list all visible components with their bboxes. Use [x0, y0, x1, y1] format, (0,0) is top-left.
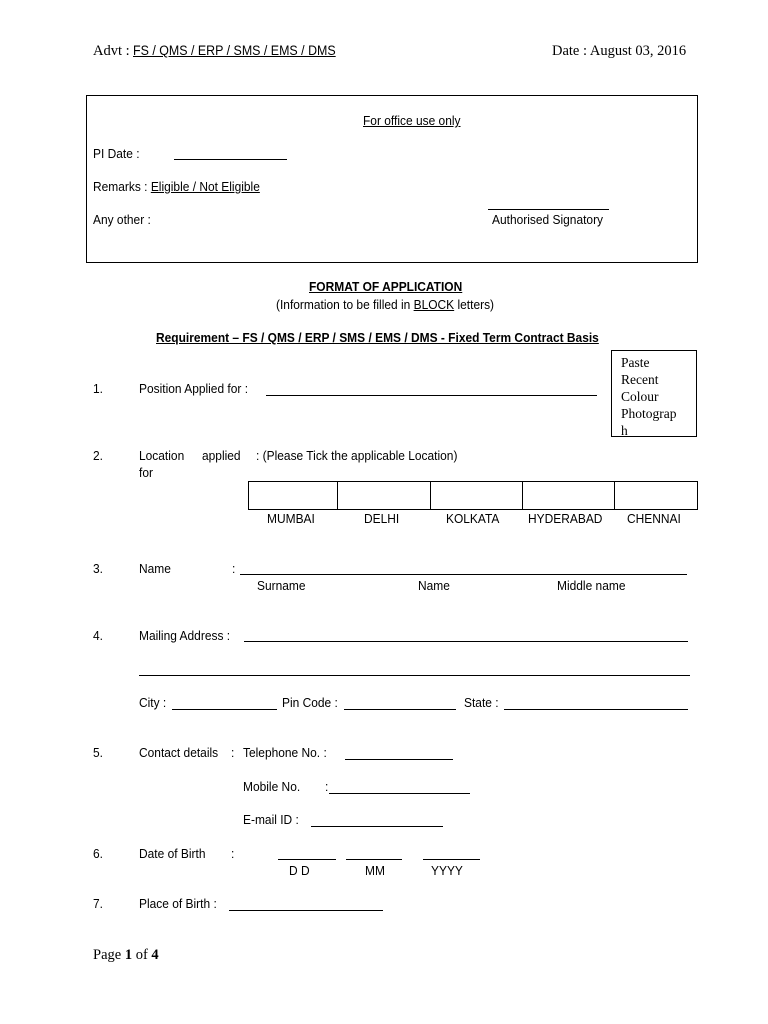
format-title: FORMAT OF APPLICATION: [309, 279, 463, 294]
pin-code-input-line[interactable]: [344, 709, 456, 710]
office-use-title: For office use only: [363, 113, 461, 128]
photo-line: Colour: [621, 389, 659, 404]
position-label: Position Applied for :: [139, 381, 249, 396]
advt-value: FS / QMS / ERP / SMS / EMS / DMS: [133, 43, 336, 58]
place-of-birth-label: Place of Birth :: [139, 896, 217, 911]
dob-colon: :: [231, 846, 235, 861]
location-label-chennai: CHENNAI: [627, 511, 681, 526]
field-2-number: 2.: [93, 448, 103, 463]
mobile-colon: :: [325, 779, 329, 794]
authorised-signatory: Authorised Signatory: [492, 212, 604, 227]
page-prefix: Page: [93, 947, 125, 963]
field-5-number: 5.: [93, 745, 103, 760]
state-label: State :: [464, 695, 499, 710]
photo-line: Photograp: [621, 406, 677, 421]
mailing-address-label: Mailing Address :: [139, 628, 231, 643]
location-checkbox-kolkata[interactable]: [431, 482, 523, 509]
photo-box: [611, 350, 697, 437]
advt-prefix: Advt :: [93, 43, 134, 59]
address-input-line-2[interactable]: [139, 675, 690, 676]
city-input-line[interactable]: [172, 709, 277, 710]
advt-line: [93, 43, 354, 60]
name-colon: :: [232, 561, 236, 576]
remarks-line: [93, 179, 260, 194]
location-checkbox-mumbai[interactable]: [249, 482, 338, 509]
location-label-3: for: [139, 465, 153, 480]
location-label-mumbai: MUMBAI: [267, 511, 315, 526]
location-checkbox-hyderabad[interactable]: [523, 482, 615, 509]
requirement-line: Requirement – FS / QMS / ERP / SMS / EMS / DMS - Fixed Term Contract Basis: [156, 330, 599, 345]
location-checkbox-delhi[interactable]: [338, 482, 431, 509]
subtitle-block: BLOCK: [413, 297, 455, 312]
field-6-number: 6.: [93, 846, 103, 861]
subtitle-prefix: (Information to be filled in: [276, 297, 414, 312]
name-sub-name: Name: [418, 578, 450, 593]
pi-date-label: PI Date :: [93, 146, 140, 161]
name-input-line[interactable]: [240, 574, 687, 575]
email-label: E-mail ID :: [243, 812, 299, 827]
field-1-number: 1.: [93, 381, 103, 396]
dob-yyyy-input-line[interactable]: [423, 859, 480, 860]
place-of-birth-input-line[interactable]: [229, 910, 383, 911]
photo-line: Paste: [621, 355, 650, 370]
field-7-number: 7.: [93, 896, 103, 911]
field-3-number: 3.: [93, 561, 103, 576]
email-input-line[interactable]: [311, 826, 443, 827]
location-checkbox-chennai[interactable]: [615, 482, 697, 509]
name-sub-middle: Middle name: [557, 578, 626, 593]
mobile-input-line[interactable]: [329, 793, 470, 794]
state-input-line[interactable]: [504, 709, 688, 710]
contact-details-label: Contact details: [139, 745, 219, 760]
name-label: Name: [139, 561, 171, 576]
contact-colon: :: [231, 745, 235, 760]
pin-code-label: Pin Code :: [282, 695, 338, 710]
city-label: City :: [139, 695, 167, 710]
photo-line: h: [621, 423, 628, 437]
telephone-label: Telephone No. :: [243, 745, 327, 760]
page-current: 1: [124, 947, 133, 963]
subtitle-suffix: letters): [454, 297, 495, 312]
location-label-1: Location: [139, 448, 185, 463]
field-4-number: 4.: [93, 628, 103, 643]
dob-dd-input-line[interactable]: [278, 859, 336, 860]
dob-mm-input-line[interactable]: [346, 859, 402, 860]
remarks-value: Eligible / Not Eligible: [150, 179, 260, 194]
position-input-line[interactable]: [266, 395, 597, 396]
location-instruction: : (Please Tick the applicable Location): [256, 448, 458, 463]
dob-mm-label: MM: [365, 863, 385, 878]
any-other-label: Any other :: [93, 212, 151, 227]
location-checkbox-grid: [248, 481, 698, 510]
dob-dd-label: D D: [289, 863, 310, 878]
mobile-label: Mobile No.: [243, 779, 301, 794]
remarks-label: Remarks :: [93, 179, 151, 194]
dob-yyyy-label: YYYY: [431, 863, 463, 878]
photo-line: Recent: [621, 372, 659, 387]
name-sub-surname: Surname: [257, 578, 306, 593]
dob-label: Date of Birth: [139, 846, 206, 861]
location-label-2: applied: [202, 448, 241, 463]
page-number: [93, 947, 159, 964]
location-label-delhi: DELHI: [364, 511, 400, 526]
location-label-hyderabad: HYDERABAD: [528, 511, 603, 526]
pi-date-line[interactable]: [174, 159, 287, 160]
location-label-kolkata: KOLKATA: [446, 511, 500, 526]
address-input-line-1[interactable]: [244, 641, 688, 642]
telephone-input-line[interactable]: [345, 759, 453, 760]
page-of: of: [132, 947, 152, 963]
header-date: Date : August 03, 2016: [552, 43, 687, 59]
page-total: 4: [151, 947, 159, 963]
format-subtitle: [276, 297, 494, 312]
signature-line[interactable]: [488, 209, 609, 210]
